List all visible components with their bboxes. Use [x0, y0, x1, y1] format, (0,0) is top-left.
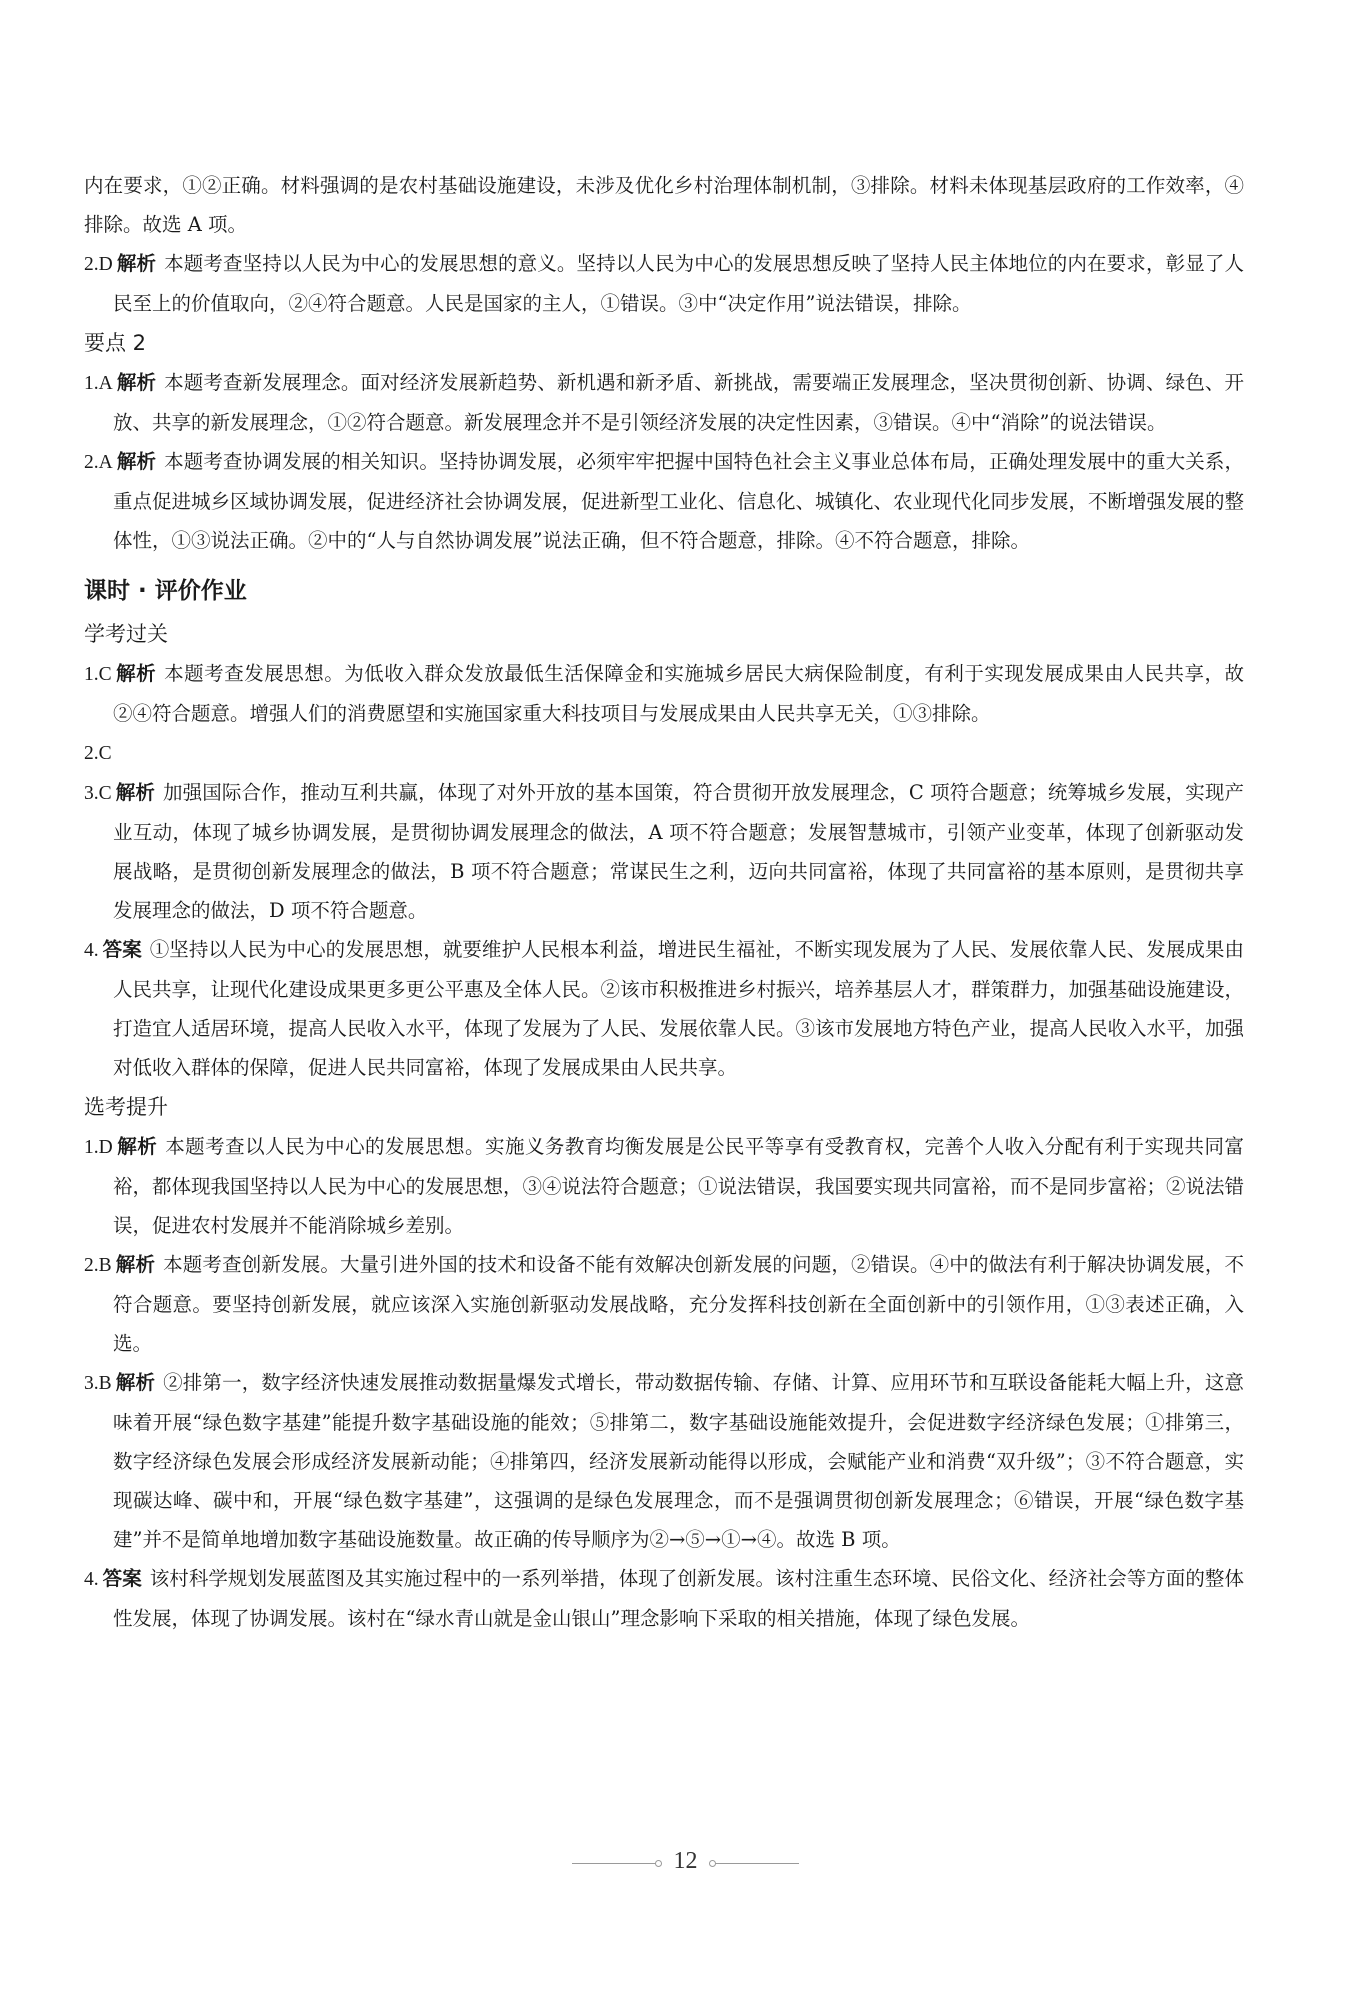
item-text: 该村科学规划发展蓝图及其实施过程中的一系列举措，体现了创新发展。该村注重生态环境、民俗文化、经济社会等方面的整体性发展，体现了协调发展。该村在“绿水青山就是金山银山”理念影响下采取的相关措施，体现了绿色发展。 — [113, 1567, 1244, 1630]
item-number: 3.C — [84, 783, 112, 804]
item-text: 本题考查新发展理念。面对经济发展新趋势、新机遇和新矛盾、新挑战，需要端正发展理念，坚决贯彻创新、协调、绿色、开放、共享的新发展理念，①②符合题意。新发展理念并不是引领经济发展的决定性因素，③错误。④中“消除”的说法错误。 — [113, 371, 1244, 434]
item-number: 1.A — [84, 373, 113, 394]
item-number: 1.C — [84, 664, 112, 685]
item-text: 本题考查坚持以人民为中心的发展思想的意义。坚持以人民为中心的发展思想反映了坚持人民主体地位的内在要求，彰显了人民至上的价值取向，②④符合题意。人民是国家的主人，①错误。③中“决定作用”说法错误，排除。 — [113, 252, 1244, 315]
item-tag: 解析 — [116, 1135, 158, 1158]
section-label: 学考过关 — [84, 622, 168, 646]
section-heading: 课时 · 评价作业 — [84, 578, 247, 604]
answer-item — [84, 1245, 1244, 1363]
answer-item — [84, 733, 1244, 773]
item-number: 1.D — [84, 1137, 113, 1158]
item-number: 4. — [84, 1569, 99, 1590]
item-number: 2.B — [84, 1255, 112, 1276]
item-tag: 答案 — [102, 938, 142, 961]
continued-paragraph: 内在要求，①②正确。材料强调的是农村基础设施建设，未涉及优化乡村治理体制机制，③排除。材料未体现基层政府的工作效率，④排除。故选 A 项。 — [84, 174, 1244, 236]
answer-item — [84, 1363, 1244, 1559]
section-label: 选考提升 — [84, 1095, 168, 1119]
section-label: 要点 2 — [84, 331, 147, 355]
item-text: 加强国际合作，推动互利共赢，体现了对外开放的基本国策，符合贯彻开放发展理念，C 项符合题意；统筹城乡发展，实现产业互动，体现了城乡协调发展，是贯彻协调发展理念的做法，A 项不符合题意；发展智慧城市，引领产业变革，体现了创新驱动发展战略，是贯彻创新发展理念的做法，B 项不符合题意；常谋民生之利，迈向共同富裕，体现了共同富裕的基本原则，是贯彻共享发展理念的做法，D 项不符合题意。 — [113, 781, 1244, 922]
item-tag: 解析 — [115, 1371, 156, 1394]
item-tag: 答案 — [102, 1567, 142, 1590]
answer-item — [84, 1559, 1244, 1638]
item-text: ①坚持以人民为中心的发展思想，就要维护人民根本利益，增进民生福祉，不断实现发展为了人民、发展依靠人民、发展成果由人民共享，让现代化建设成果更多更公平惠及全体人民。②该市积极推进乡村振兴，培养基层人才，群策群力，加强基础设施建设，打造宜人适居环境，提高人民收入水平，体现了发展为了人民、发展依靠人民。③该市发展地方特色产业，提高人民收入水平，加强对低收入群体的保障，促进人民共同富裕，体现了发展成果由人民共享。 — [113, 938, 1245, 1079]
item-text: 本题考查创新发展。大量引进外国的技术和设备不能有效解决创新发展的问题，②错误。④中的做法有利于解决协调发展，不符合题意。要坚持创新发展，就应该深入实施创新驱动发展战略，充分发挥科技创新在全面创新中的引领作用，①③表述正确，入选。 — [113, 1253, 1244, 1355]
item-tag: 解析 — [116, 371, 157, 394]
item-number: 4. — [84, 940, 99, 961]
item-number: 2.D — [84, 254, 113, 275]
item-number: 2.C — [84, 743, 112, 764]
item-tag: 解析 — [115, 662, 157, 685]
item-tag: 解析 — [116, 450, 157, 473]
answer-item — [84, 442, 1244, 560]
answer-item — [84, 244, 1244, 323]
answer-item — [84, 930, 1244, 1087]
item-text: 本题考查协调发展的相关知识。坚持协调发展，必须牢牢把握中国特色社会主义事业总体布局，正确处理发展中的重大关系，重点促进城乡区域协调发展，促进经济社会协调发展，促进新型工业化、信息化、城镇化、农业现代化同步发展，不断增强发展的整体性，①③说法正确。②中的“人与自然协调发展”说法正确，但不符合题意，排除。④不符合题意，排除。 — [113, 450, 1245, 552]
answer-item — [84, 654, 1244, 733]
page-number: 12 — [673, 1848, 698, 1874]
item-tag: 解析 — [115, 1253, 156, 1276]
answer-item — [84, 363, 1244, 442]
page-content — [84, 166, 1244, 1638]
item-tag: 解析 — [116, 252, 157, 275]
footer-rule-right — [713, 1863, 799, 1864]
item-number: 2.A — [84, 452, 113, 473]
item-text: ②排第一，数字经济快速发展推动数据量爆发式增长，带动数据传输、存储、计算、应用环节和互联设备能耗大幅上升，这意味着开展“绿色数字基建”能提升数字基础设施的能效；⑤排第二，数字基础设施能效提升，会促进数字经济绿色发展；①排第三，数字经济绿色发展会形成经济发展新动能；④排第四，经济发展新动能得以形成，会赋能产业和消费“双升级”；③不符合题意，实现碳达峰、碳中和，开展“绿色数字基建”，这强调的是绿色发展理念，而不是强调贯彻创新发展理念；⑥错误，开展“绿色数字基建”并不是简单地增加数字基础设施数量。故正确的传导顺序为②→⑤→①→④。故选 B 项。 — [113, 1371, 1244, 1551]
answer-item — [84, 773, 1244, 930]
answer-item — [84, 1127, 1244, 1245]
footer-rule-left — [572, 1863, 658, 1864]
item-number: 3.B — [84, 1373, 112, 1394]
item-tag: 解析 — [115, 781, 156, 804]
item-text: 本题考查以人民为中心的发展思想。实施义务教育均衡发展是公民平等享有受教育权，完善个人收入分配有利于实现共同富裕，都体现我国坚持以人民为中心的发展思想，③④说法符合题意；①说法错误，我国要实现共同富裕，而不是同步富裕；②说法错误，促进农村发展并不能消除城乡差别。 — [113, 1135, 1245, 1237]
page-footer — [0, 1848, 1371, 1875]
item-text: 本题考查发展思想。为低收入群众发放最低生活保障金和实施城乡居民大病保险制度，有利于实现发展成果由人民共享，故②④符合题意。增强人们的消费愿望和实施国家重大科技项目与发展成果由人民共享无关，①③排除。 — [113, 662, 1244, 725]
